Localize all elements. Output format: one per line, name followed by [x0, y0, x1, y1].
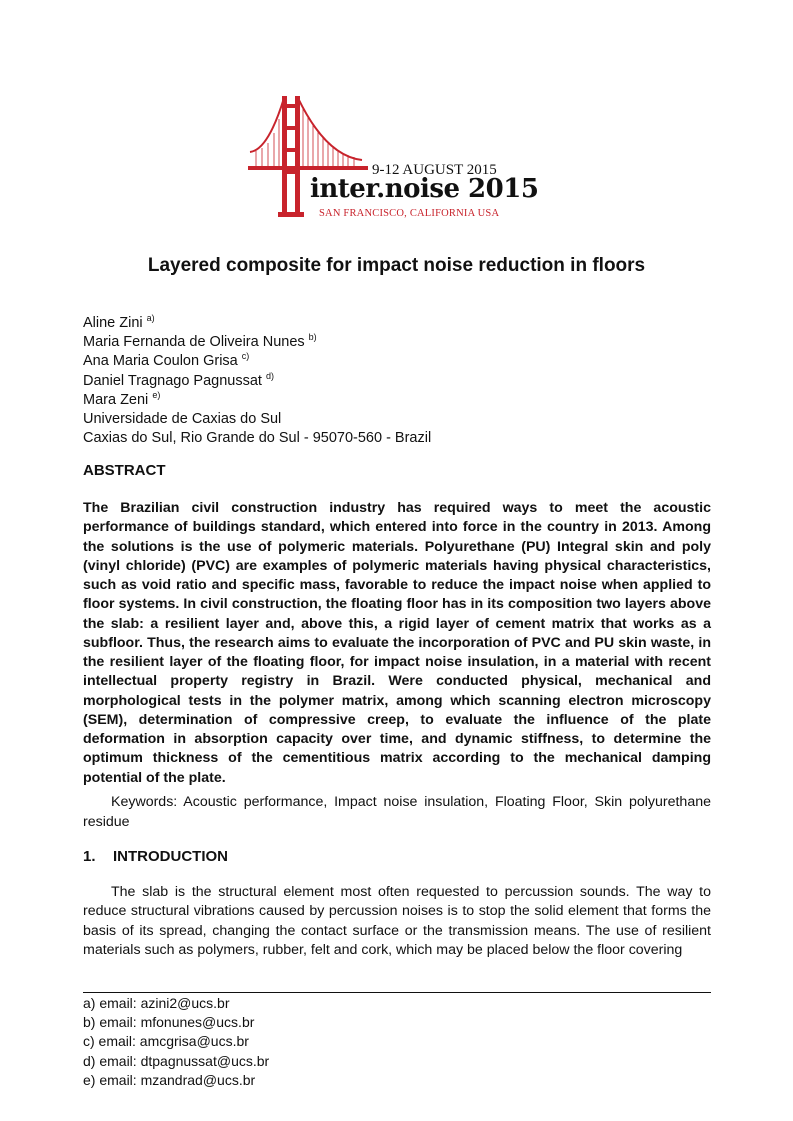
author-line — [83, 314, 431, 333]
paper-title: Layered composite for impact noise reduction in floors — [147, 255, 646, 276]
conference-logo — [246, 90, 539, 225]
keywords: Keywords: Acoustic performance, Impact noise insulation, Floating Floor, Skin polyurethane residue — [83, 794, 711, 830]
author-name: Ana Maria Coulon Grisa — [83, 353, 238, 370]
author-line — [83, 391, 431, 410]
author-line — [83, 333, 431, 352]
author-name: Aline Zini — [83, 315, 143, 331]
author-name: Daniel Tragnago Pagnussat — [83, 372, 262, 389]
author-line — [83, 352, 431, 371]
author-line — [83, 372, 431, 391]
conference-brand: inter.noise 2015 — [310, 174, 539, 204]
golden-gate-bridge-icon — [246, 90, 516, 225]
affiliation: Universidade de Caxias do Sul — [83, 411, 282, 428]
conference-location: SAN FRANCISCO, CALIFORNIA USA — [319, 208, 500, 219]
section-number: 1. — [83, 848, 96, 865]
footnotes — [83, 994, 269, 1090]
footnote: b) email: mfonunes@ucs.br — [83, 1014, 255, 1031]
footnote: c) email: amcgrisa@ucs.br — [83, 1033, 249, 1050]
footnote: d) email: dtpagnussat@ucs.br — [83, 1052, 270, 1069]
abstract-heading: ABSTRACT — [83, 462, 166, 479]
address: Caxias do Sul, Rio Grande do Sul - 95070-560 - Brazil — [83, 430, 432, 447]
footnote: a) email: azini2@ucs.br — [83, 995, 230, 1011]
section-heading-introduction — [83, 848, 228, 865]
footnote: e) email: mzandrad@ucs.br — [83, 1071, 256, 1088]
conference-date: 9-12 AUGUST 2015 — [372, 162, 497, 178]
footnote-divider — [83, 992, 711, 993]
author-mark: e) — [152, 389, 161, 400]
introduction-text: The slab is the structural element most often requested to percussion sounds. The way to reduce structural vibrations caused by percussion noises is to stop the solid element that forms the basis of its spread, changing the contact surface or the transmission means. The use of resilient materials such as polymers, rubber, felt and cork, which may be placed below the floor covering — [83, 884, 711, 959]
author-mark: b) — [308, 332, 317, 343]
section-title: INTRODUCTION — [113, 848, 228, 865]
author-name: Mara Zeni — [83, 391, 149, 408]
author-mark: a) — [146, 313, 155, 323]
author-block — [83, 314, 431, 448]
author-mark: c) — [241, 351, 250, 362]
abstract-text: The Brazilian civil construction industry has required ways to meet the acoustic performance of buildings standard, which entered into force in the country in 2013. Among the solutions is the use of polymeric materials. Polyurethane (PU) Integral skin and poly (vinyl chloride) (PVC) are examples of polymeric materials having physical characteristics, such as void ratio and specific mass, favorable to reduce the impact noise when applied to floor systems. In civil construction, the floating floor has in its composition two layers above the slab: a resilient layer and, above this, a rigid layer of cement matrix that works as a subfloor. Thus, the research aims to evaluate the incorporation of PVC and PU skin waste, in the resilient layer of the floating floor, for impact noise insulation, in a material with recent intellectual property registry in Brazil. Were conducted physical, mechanical and morphological tests in the polymer matrix, among which scanning electron microscopy (SEM), determination of compressive creep, to evaluate the influence of the plate deformation in absorption capacity over time, and dynamic stiffness, to determine the optimum thickness of the cementitious matrix according to the mechanical damping potential of the plate. — [83, 500, 711, 786]
author-name: Maria Fernanda de Oliveira Nunes — [83, 334, 305, 351]
author-mark: d) — [266, 370, 275, 381]
